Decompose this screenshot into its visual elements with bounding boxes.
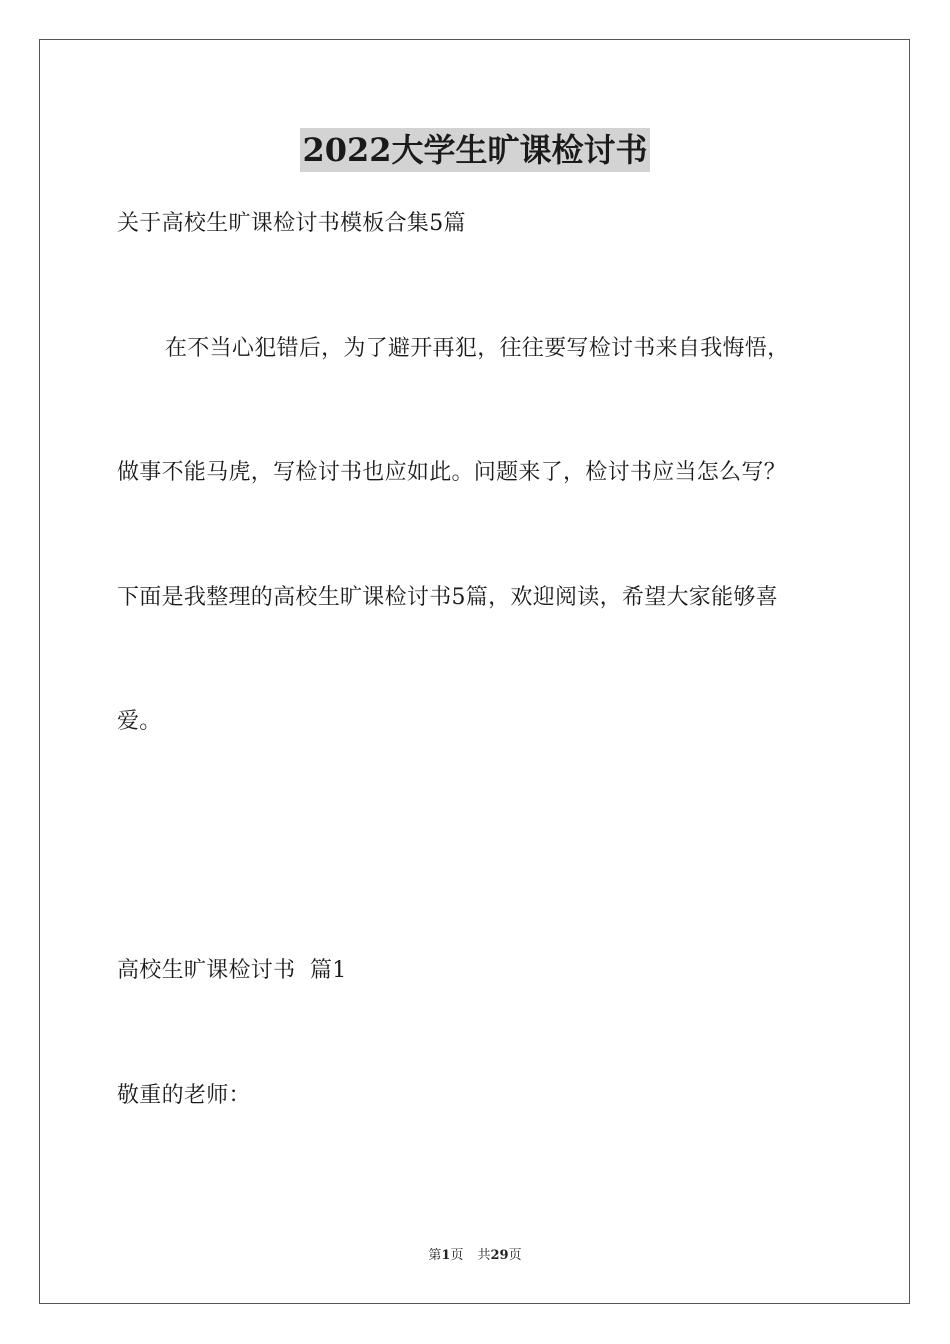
document-title [0,128,950,178]
document-title-text: 2022大学生旷课检讨书 [300,128,649,172]
footer-page-number: 1 [441,1248,451,1263]
document-subtitle: 关于高校生旷课检讨书模板合集5篇 [117,211,466,236]
intro-paragraph-line: 做事不能马虎，写检讨书也应如此。问题来了，检讨书应当怎么写？ [117,460,787,485]
intro-paragraph-line: 爱。 [117,709,162,734]
footer-total-pages: 29 [490,1248,509,1263]
section-heading: 高校生旷课检讨书 篇1 [117,958,347,983]
footer-total-suffix: 页 [508,1248,522,1263]
salutation: 敬重的老师： [117,1083,251,1108]
footer-page-prefix: 第 [428,1248,442,1263]
intro-paragraph-line: 在不当心犯错后，为了避开再犯，往往要写检讨书来自我悔悟， [165,336,790,361]
page-footer [0,1246,950,1266]
intro-paragraph-line: 下面是我整理的高校生旷课检讨书5篇，欢迎阅读，希望大家能够喜 [117,585,778,610]
footer-total-prefix: 共 [477,1248,491,1263]
footer-page-suffix: 页 [450,1248,464,1263]
